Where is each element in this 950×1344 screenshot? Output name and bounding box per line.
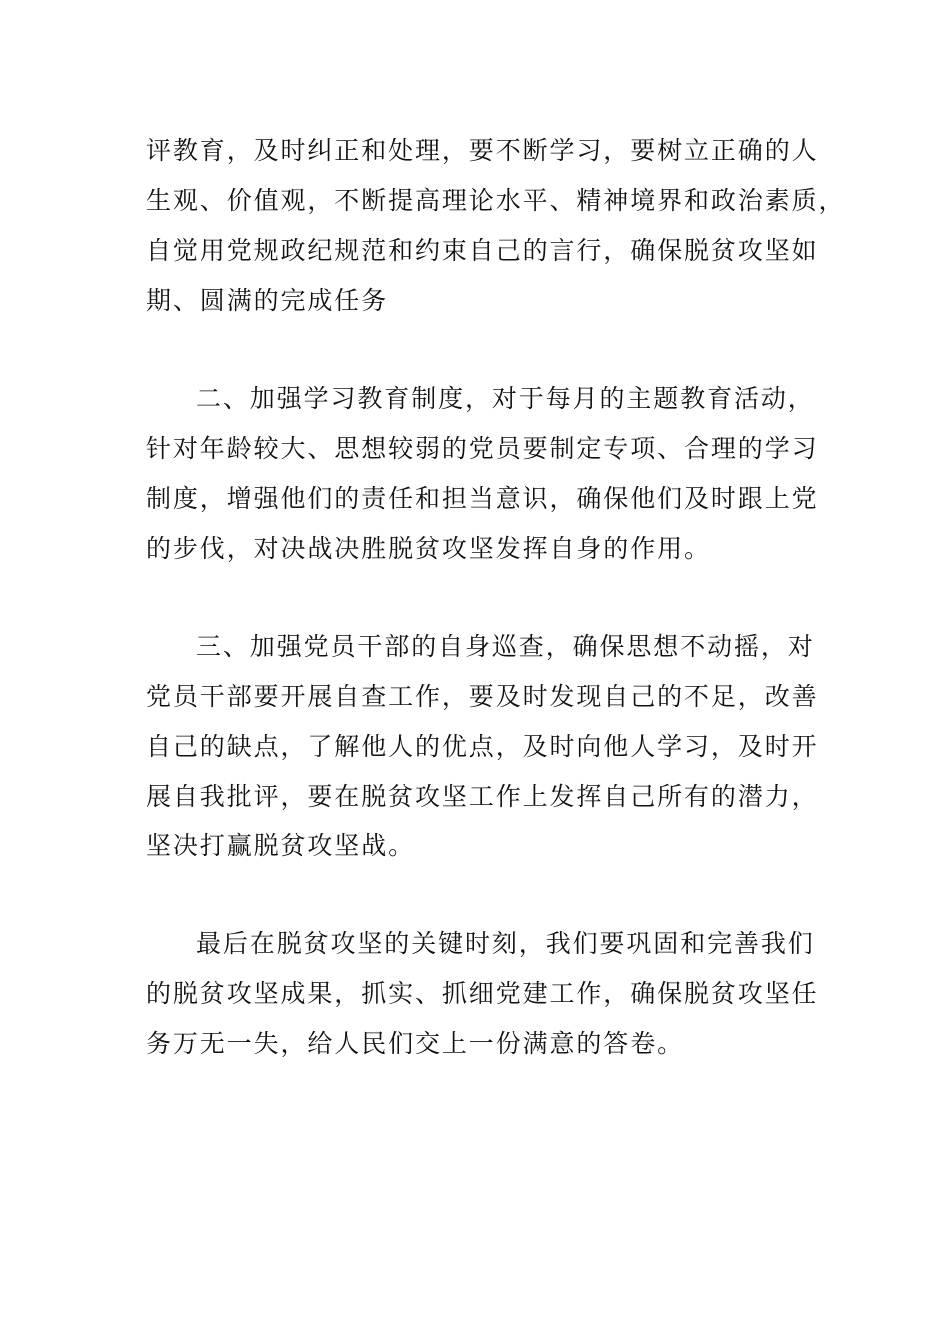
text-line: 的步伐，对决战决胜脱贫攻坚发挥自身的作用。 <box>146 534 711 563</box>
text-line: 自觉用党规政纪规范和约束自己的言行，确保脱贫攻坚如 <box>146 236 819 265</box>
text-line: 最后在脱贫攻坚的关键时刻，我们要巩固和完善我们 <box>196 929 815 958</box>
text-line: 二、加强学习教育制度，对于每月的主题教育活动， <box>196 384 815 413</box>
text-line: 展自我批评，要在脱贫攻坚工作上发挥自己所有的潜力， <box>146 782 819 811</box>
text-line: 务万无一失，给人民们交上一份满意的答卷。 <box>146 1029 685 1058</box>
text-line: 的脱贫攻坚成果，抓实、抓细党建工作，确保脱贫攻坚任 <box>146 979 819 1008</box>
text-line: 评教育，及时纠正和处理，要不断学习，要树立正确的人 <box>146 136 819 165</box>
text-line: 党员干部要开展自查工作，要及时发现自己的不足，改善 <box>146 682 819 711</box>
text-line: 三、加强党员干部的自身巡查，确保思想不动摇，对 <box>196 632 815 661</box>
text-line: 坚决打赢脱贫攻坚战。 <box>146 831 416 860</box>
text-line: 期、圆满的完成任务 <box>146 286 389 315</box>
text-line: 自己的缺点，了解他人的优点，及时向他人学习，及时开 <box>146 732 819 761</box>
text-line: 针对年龄较大、思想较弱的党员要制定专项、合理的学习 <box>146 434 819 463</box>
text-line: 制度，增强他们的责任和担当意识，确保他们及时跟上党 <box>146 484 819 513</box>
text-line: 生观、价值观，不断提高理论水平、精神境界和政治素质， <box>146 186 846 215</box>
